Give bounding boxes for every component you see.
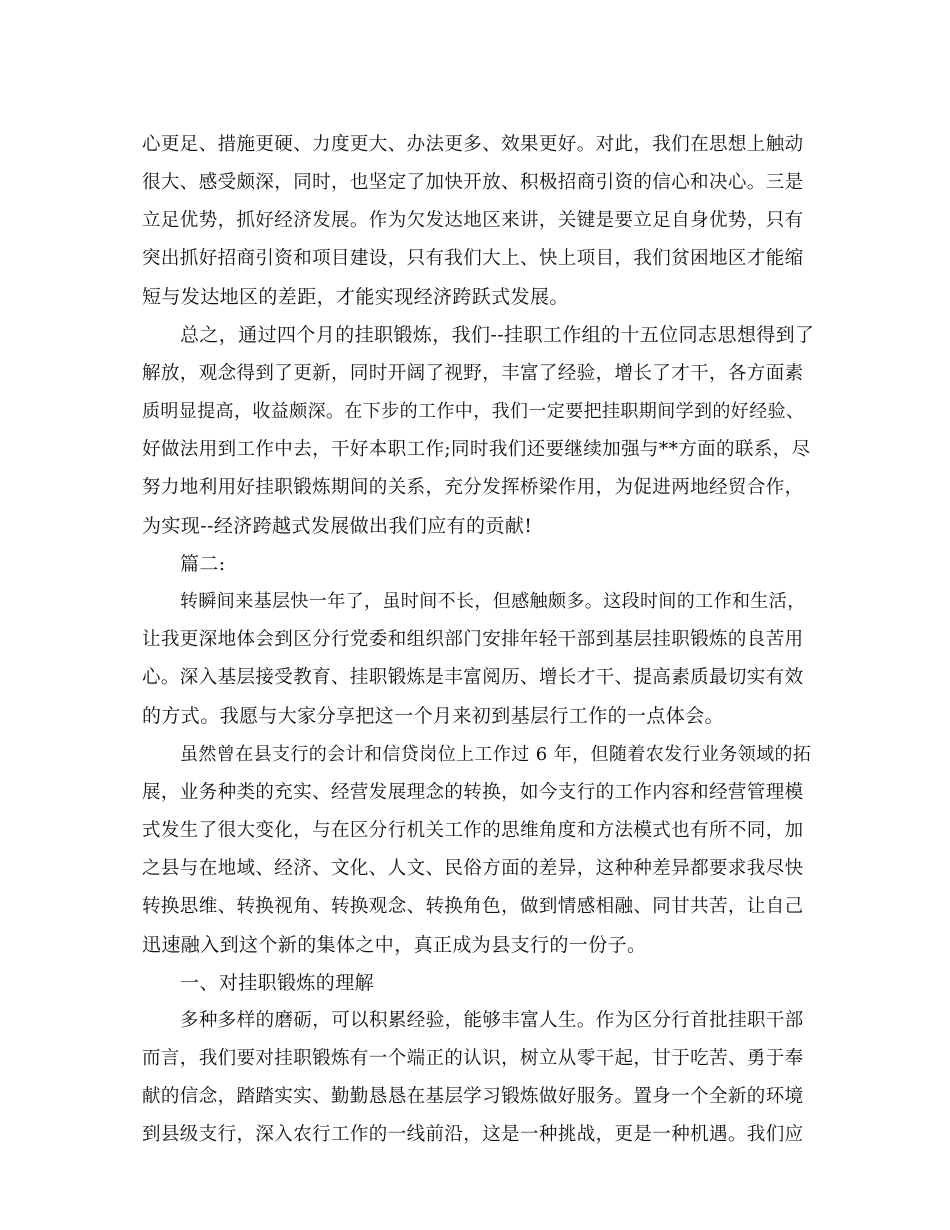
text-line: 心更足、措施更硬、力度更大、办法更多、效果更好。对此，我们在思想上触动 [142, 134, 804, 155]
text-line: 到县级支行，深入农行工作的一线前沿，这是一种挑战，更是一种机遇。我们应 [142, 1124, 804, 1146]
text-line: 多种多样的磨砺，可以积累经验，能够丰富人生。作为区分行首批挂职干部 [180, 1010, 804, 1032]
text-line: 迅速融入到这个新的集体之中，真正成为县支行的一份子。 [142, 933, 647, 956]
text-line: 的方式。我愿与大家分享把这一个月来初到基层行工作的一点体会。 [142, 705, 725, 728]
text-line: 一、对挂职锻炼的理解 [180, 972, 375, 995]
text-line: 展，业务种类的充实、经营发展理念的转换，如今支行的工作内容和经营管理模 [142, 781, 804, 803]
text-line: 突出抓好招商引资和项目建设，只有我们大上、快上项目，我们贫困地区才能缩 [142, 248, 804, 270]
text-line: 让我更深地体会到区分行党委和组织部门安排年轻干部到基层挂职锻炼的良苦用 [142, 629, 804, 651]
text-line: 很大、感受颇深，同时，也坚定了加快开放、积极招商引资的信心和决心。三是 [142, 172, 804, 194]
text-line: 转换思维、转换视角、转换观念、转换角色，做到情感相融、同甘共苦，让自己 [142, 895, 804, 917]
text-line: 式发生了很大变化，与在区分行机关工作的思维角度和方法模式也有所不同，加 [142, 819, 804, 841]
text-line: 为实现--经济跨越式发展做出我们应有的贡献! [142, 514, 533, 537]
text-line: 解放，观念得到了更新，同时开阔了视野，丰富了经验，增长了才干，各方面素 [142, 362, 804, 384]
text-line: 献的信念，踏踏实实、勤勤恳恳在基层学习锻炼做好服务。置身一个全新的环境 [142, 1086, 804, 1108]
text-line: 努力地利用好挂职锻炼期间的关系，充分发挥桥梁作用，为促进两地经贸合作， [142, 476, 804, 498]
text-line: 心。深入基层接受教育、挂职锻炼是丰富阅历、增长才干、提高素质最切实有效 [142, 667, 804, 689]
text-line: 而言，我们要对挂职锻炼有一个端正的认识，树立从零干起，甘于吃苦、勇于奉 [142, 1048, 804, 1070]
text-line: 转瞬间来基层快一年了，虽时间不长，但感触颇多。这段时间的工作和生活， [180, 591, 806, 613]
text-line: 虽然曾在县支行的会计和信贷岗位上工作过 6 年，但随着农发行业务领域的拓 [180, 743, 812, 765]
text-line: 短与发达地区的差距，才能实现经济跨跃式发展。 [142, 286, 569, 309]
text-line: 篇二: [180, 553, 226, 576]
text-line: 立足优势，抓好经济发展。作为欠发达地区来讲，关键是要立足自身优势，只有 [142, 210, 804, 232]
text-line: 总之，通过四个月的挂职锻炼，我们--挂职工作组的十五位同志思想得到了 [180, 324, 815, 347]
text-line: 之县与在地域、经济、文化、人文、民俗方面的差异，这种种差异都要求我尽快 [142, 857, 804, 879]
document-body [142, 126, 814, 1155]
text-line: 好做法用到工作中去，干好本职工作;同时我们还要继续加强与**方面的联系，尽 [142, 438, 811, 460]
text-line: 质明显提高，收益颇深。在下步的工作中，我们一定要把挂职期间学到的好经验、 [142, 400, 805, 422]
document-page [142, 126, 814, 1155]
